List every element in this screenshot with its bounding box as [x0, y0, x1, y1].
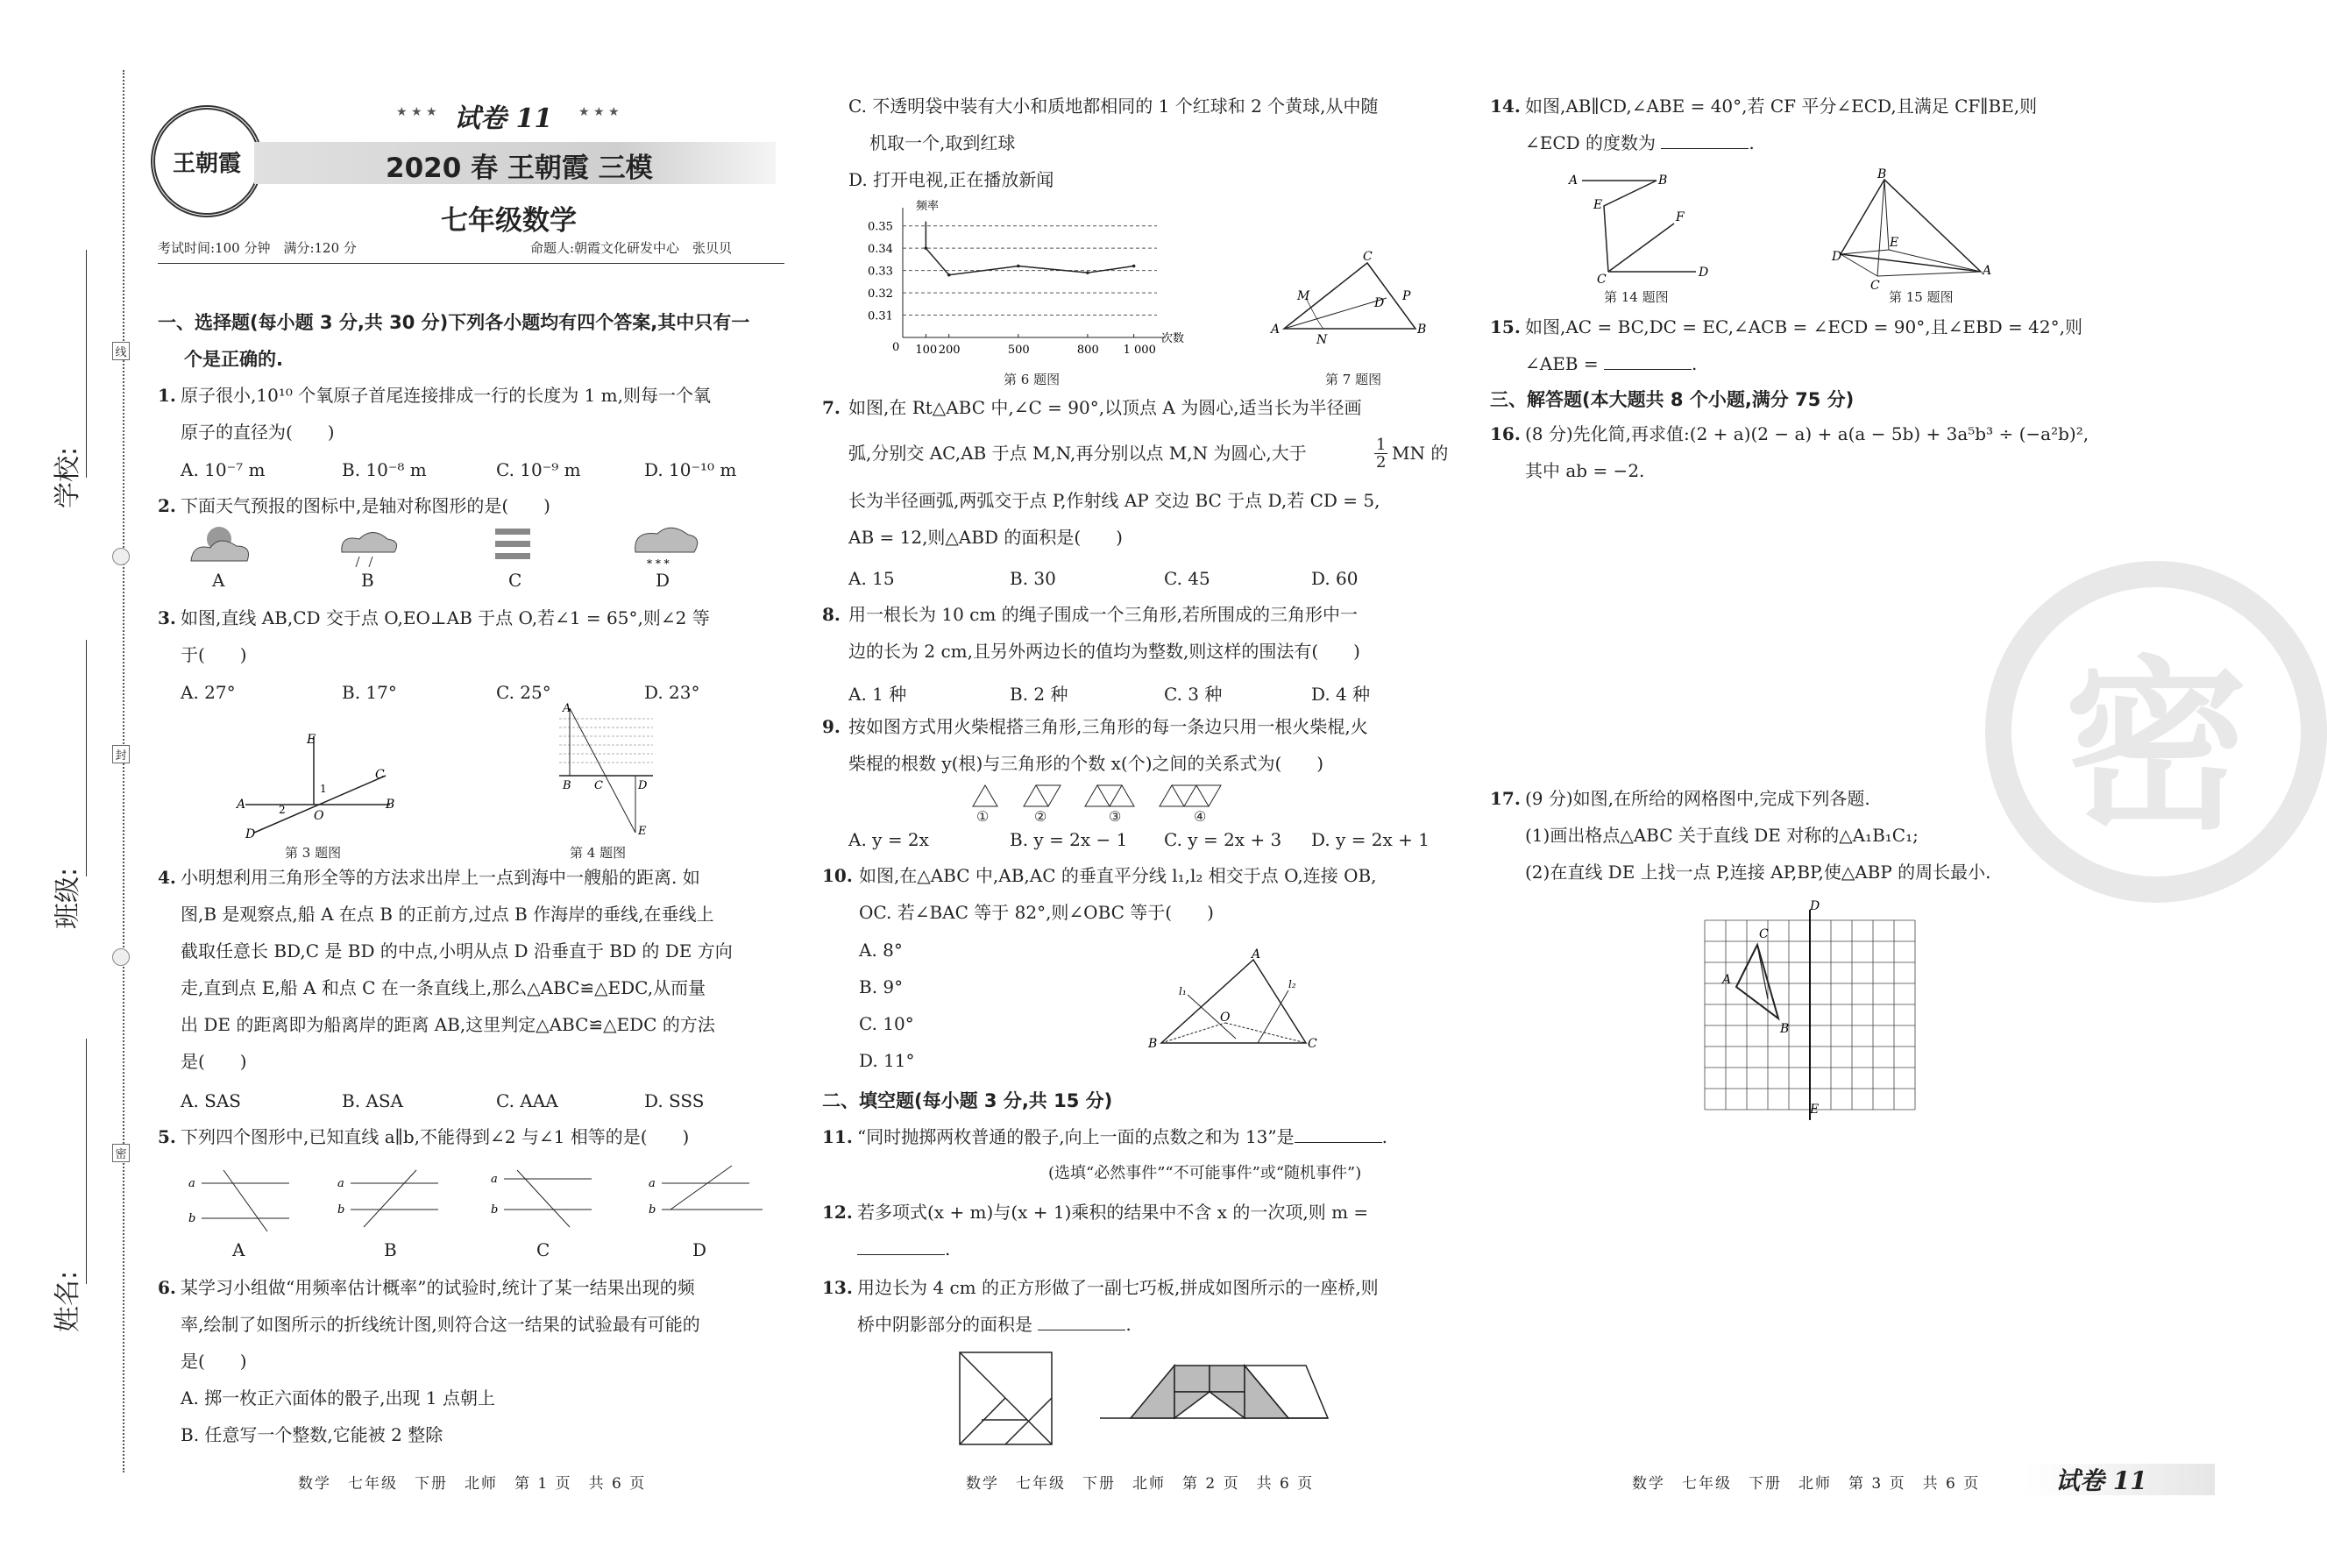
- q10-line2: OC. 若∠BAC 等于 82°,则∠OBC 等于( ): [859, 902, 1214, 923]
- svg-text:E: E: [638, 825, 647, 838]
- q4-line5: 出 DE 的距离即为船离岸的距离 AB,这里判定△ABC≌△EDC 的方法: [181, 1014, 715, 1035]
- watermark-seal: [1985, 561, 2327, 903]
- svg-text:C: C: [1308, 1037, 1317, 1051]
- q14-line2: ∠ECD 的度数为 .: [1525, 132, 1755, 153]
- q12-answer-blank[interactable]: [857, 1253, 945, 1255]
- school-label: 学校:: [53, 446, 83, 508]
- q5-fig-d: [649, 1166, 763, 1217]
- q8-line2: 边的长为 2 cm,且另外两边长的值均为整数,则这样的围法有( ): [848, 641, 1360, 662]
- q3-caption: 第 3 题图: [285, 845, 342, 861]
- weather-icons: [184, 521, 710, 574]
- q13-text: 桥中阴影部分的面积是: [857, 1314, 1032, 1335]
- svg-text:B: B: [1417, 323, 1427, 337]
- q4-number: 4.: [158, 867, 176, 888]
- q9-fig3-label: ③: [1109, 808, 1122, 825]
- q15-text: ∠AEB =: [1525, 353, 1599, 374]
- svg-text:M: M: [1297, 289, 1310, 303]
- subject-title: 七年级数学: [441, 205, 577, 237]
- q15-line2: ∠AEB = .: [1525, 353, 1698, 374]
- tangram-bridge: [1100, 1366, 1328, 1418]
- author-info: 命题人:朝霞文化研发中心 张贝贝: [530, 240, 733, 256]
- svg-text:B: B: [563, 779, 571, 792]
- q7-option-b: B. 30: [1010, 568, 1056, 589]
- header-rule: [158, 263, 784, 264]
- svg-text:E: E: [1593, 198, 1603, 212]
- q9-fig1-label: ①: [976, 808, 990, 825]
- page-title: 2020 春 王朝霞 三模: [386, 153, 653, 184]
- q4-line4: 走,直到点 E,船 A 和点 C 在一条直线上,那么△ABC≌△EDC,从而量: [181, 977, 706, 998]
- seal-box-1: 线: [112, 342, 130, 360]
- q5-fig-b: [337, 1170, 438, 1227]
- chart-point: [925, 246, 928, 250]
- q2-option-d: D: [656, 570, 670, 591]
- q3-line2: 于( ): [181, 644, 247, 665]
- q8-option-b: B. 2 种: [1010, 684, 1068, 705]
- q9-line1: 按如图方式用火柴棍搭三角形,三角形的每一条边只用一根火柴棍,火: [848, 716, 1368, 737]
- stars-left: ★ ★ ★: [396, 105, 437, 119]
- q9-fig4-label: ④: [1194, 808, 1207, 825]
- q2-option-b: B: [361, 570, 374, 591]
- q15-figure: [1832, 167, 1992, 293]
- q7-frac-den: 2: [1376, 453, 1387, 472]
- q9-option-d: D. y = 2x + 1: [1311, 829, 1430, 850]
- q1-number: 1.: [158, 385, 176, 406]
- q17-line2: (1)画出格点△ABC 关于直线 DE 对称的△A₁B₁C₁;: [1525, 825, 1919, 846]
- q10-option-c: C. 10°: [859, 1013, 914, 1034]
- svg-text:O: O: [314, 809, 324, 823]
- q2-number: 2.: [158, 495, 176, 516]
- svg-text:a: a: [337, 1177, 344, 1190]
- q6-option-c-line2: 机取一个,取到红球: [869, 132, 1016, 153]
- class-line: [86, 640, 87, 876]
- chart-x-tick: 500: [1007, 344, 1030, 357]
- svg-text:a: a: [188, 1177, 195, 1190]
- svg-text:2: 2: [279, 804, 286, 816]
- svg-text:A: A: [1252, 947, 1261, 961]
- chart-xlabel: 次数: [1161, 332, 1185, 345]
- q6-number: 6.: [158, 1277, 176, 1298]
- q7-line1: 如图,在 Rt△ABC 中,∠C = 90°,以顶点 A 为圆心,适当长为半径画: [848, 397, 1362, 418]
- q1-option-b: B. 10⁻⁸ m: [342, 459, 427, 480]
- q3-number: 3.: [158, 607, 176, 628]
- q15-caption: 第 15 题图: [1889, 289, 1954, 305]
- q7-line4: AB = 12,则△ABD 的面积是( ): [848, 527, 1123, 548]
- svg-text:E: E: [1810, 1103, 1820, 1117]
- school-line: [86, 250, 87, 478]
- q6-line2: 率,绘制了如图所示的折线统计图,则符合这一结果的试验最有可能的: [181, 1314, 700, 1335]
- q3-line1: 如图,直线 AB,CD 交于点 O,EO⊥AB 于点 O,若∠1 = 65°,则∠2 等: [181, 607, 710, 628]
- svg-text:A: A: [1569, 174, 1579, 188]
- chart-ylabel: 频率: [916, 200, 940, 213]
- q7-caption: 第 7 题图: [1325, 372, 1382, 387]
- svg-text:a: a: [649, 1177, 656, 1190]
- q4-line3: 截取任意长 BD,C 是 BD 的中点,小明从点 D 沿垂直于 BD 的 DE 方向: [181, 940, 733, 961]
- svg-text:C: C: [375, 768, 385, 782]
- svg-text:B: B: [1877, 167, 1887, 181]
- stars-right: ★ ★ ★: [578, 105, 620, 119]
- chart-y-tick: 0.31: [868, 309, 893, 323]
- q1-option-c: C. 10⁻⁹ m: [496, 459, 581, 480]
- section-1-title-cont: 个是正确的.: [184, 349, 283, 370]
- footer-page-1: 数学 七年级 下册 北师 第 1 页 共 6 页: [298, 1475, 647, 1493]
- q4-option-c: C. AAA: [496, 1090, 558, 1111]
- q9-option-c: C. y = 2x + 3: [1164, 829, 1282, 850]
- seal-box-3: 密: [112, 1144, 130, 1162]
- binding-line: [123, 70, 124, 1472]
- q14-figure: [1569, 167, 1727, 289]
- svg-text:D: D: [1810, 899, 1820, 913]
- q7-option-c: C. 45: [1164, 568, 1210, 589]
- svg-text:a: a: [491, 1173, 498, 1186]
- svg-text:* * *: * * *: [647, 557, 670, 570]
- q1-option-d: D. 10⁻¹⁰ m: [644, 459, 737, 480]
- q15-answer-blank[interactable]: [1604, 368, 1692, 370]
- q2-line1: 下面天气预报的图标中,是轴对称图形的是( ): [181, 495, 550, 516]
- svg-text:B: B: [386, 798, 395, 812]
- q15-line1: 如图,AC = BC,DC = EC,∠ACB = ∠ECD = 90°,且∠EBD = 42°,则: [1525, 316, 2082, 337]
- q11-text: “同时抛掷两枚普通的骰子,向上一面的点数之和为 13”是: [857, 1126, 1295, 1147]
- q5-number: 5.: [158, 1126, 176, 1147]
- footer-page-3: 数学 七年级 下册 北师 第 3 页 共 6 页: [1632, 1475, 1981, 1493]
- chart-x-tick: 100: [915, 344, 938, 357]
- svg-text:1: 1: [320, 783, 327, 795]
- chart-y-tick: 0.32: [868, 287, 893, 302]
- q6-line-chart: [868, 197, 1201, 372]
- q3-option-d: D. 23°: [644, 682, 700, 703]
- q3-option-b: B. 17°: [342, 682, 397, 703]
- q9-fig2-label: ②: [1034, 808, 1047, 825]
- q4-figure: [552, 701, 666, 846]
- class-label: 班级:: [53, 867, 83, 929]
- hole-1: [112, 548, 130, 565]
- svg-text:D: D: [1699, 266, 1709, 280]
- q8-line1: 用一根长为 10 cm 的绳子围成一个三角形,若所围成的三角形中一: [848, 604, 1359, 625]
- chart-series-line: [926, 222, 1133, 275]
- chart-point: [1017, 265, 1020, 268]
- chart-point: [1086, 271, 1089, 274]
- q15-number: 15.: [1490, 316, 1521, 337]
- q9-number: 9.: [822, 716, 841, 737]
- svg-text:l₂: l₂: [1288, 978, 1296, 990]
- q14-line1: 如图,AB∥CD,∠ABE = 40°,若 CF 平分∠ECD,且满足 CF∥BE,则: [1525, 96, 2038, 117]
- q7-line3: 长为半径画弧,两弧交于点 P,作射线 AP 交边 BC 于点 D,若 CD = 5,: [848, 490, 1380, 511]
- logo-text: 王朝霞: [172, 150, 241, 177]
- svg-text:D: D: [1374, 296, 1385, 310]
- q12-line2: .: [857, 1231, 950, 1267]
- svg-text:l₁: l₁: [1179, 985, 1187, 997]
- watermark-text: 密: [2063, 638, 2248, 855]
- svg-text:A: A: [1983, 264, 1992, 278]
- svg-text:D: D: [638, 779, 648, 792]
- q2-option-a: A: [212, 570, 225, 591]
- svg-text:A: A: [563, 702, 571, 715]
- q7-frac-num: 1: [1376, 436, 1387, 454]
- chart-origin: 0: [892, 341, 900, 354]
- svg-text:A: A: [1271, 323, 1281, 337]
- q5-fig-c: [491, 1170, 592, 1227]
- q9-option-a: A. y = 2x: [848, 829, 929, 850]
- svg-text:E: E: [1890, 236, 1899, 250]
- section-2-title: 二、填空题(每小题 3 分,共 15 分): [822, 1090, 1113, 1111]
- chart-x-tick: 200: [938, 344, 961, 357]
- section-1-title: 一、选择题(每小题 3 分,共 30 分)下列各小题均有四个答案,其中只有一: [158, 312, 750, 333]
- svg-text:P: P: [1402, 289, 1411, 303]
- q3-option-a: A. 27°: [181, 682, 236, 703]
- q8-number: 8.: [822, 604, 841, 625]
- q6-caption: 第 6 题图: [1004, 372, 1061, 387]
- logo: [151, 105, 263, 217]
- q5-option-b: B: [384, 1239, 397, 1260]
- exam-time-info: 考试时间:100 分钟 满分:120 分: [158, 240, 357, 256]
- q16-line2: 其中 ab = −2.: [1525, 460, 1645, 481]
- svg-text:b: b: [491, 1203, 499, 1217]
- q14-caption: 第 14 题图: [1604, 289, 1669, 305]
- svg-text:E: E: [307, 733, 316, 747]
- q9-matchstick-figures: [971, 782, 1234, 808]
- svg-text:F: F: [1676, 210, 1685, 224]
- q1-option-a: A. 10⁻⁷ m: [181, 459, 266, 480]
- q4-option-b: B. ASA: [342, 1090, 403, 1111]
- q12-number: 12.: [822, 1202, 853, 1223]
- svg-text:N: N: [1316, 333, 1328, 347]
- seal-box-2: 封: [112, 745, 130, 763]
- tangram-square: [960, 1352, 1052, 1444]
- svg-text:C: C: [1759, 927, 1769, 941]
- chart-point: [947, 273, 951, 277]
- q11-hint: (选填“必然事件”“不可能事件”或“随机事件”): [1048, 1164, 1362, 1182]
- q13-tangram-figures: [955, 1348, 1341, 1444]
- chart-point: [1132, 265, 1136, 268]
- q10-option-a: A. 8°: [859, 940, 903, 961]
- q11-number: 11.: [822, 1126, 853, 1147]
- q5-option-d: D: [692, 1239, 707, 1260]
- q6-option-c-line1: C. 不透明袋中装有大小和质地都相同的 1 个红球和 2 个黄球,从中随: [848, 96, 1379, 117]
- q4-line6: 是( ): [181, 1051, 247, 1072]
- svg-text:B: B: [1658, 174, 1668, 188]
- chart-y-tick: 0.33: [868, 265, 893, 279]
- snow-cloud-icon: [635, 528, 698, 570]
- svg-text:b: b: [337, 1203, 345, 1217]
- q6-option-b: B. 任意写一个整数,它能被 2 整除: [181, 1424, 443, 1445]
- q5-figures: [184, 1166, 780, 1236]
- q6-option-d: D. 打开电视,正在播放新闻: [848, 169, 1054, 190]
- q3-figure: [237, 727, 403, 841]
- q8-option-a: A. 1 种: [848, 684, 907, 705]
- name-line: [86, 1039, 87, 1284]
- q4-option-d: D. SSS: [644, 1090, 705, 1111]
- footer-paper-tag: 试卷 11: [2055, 1466, 2147, 1495]
- q4-caption: 第 4 题图: [570, 845, 627, 861]
- q11-answer-blank[interactable]: [1295, 1141, 1382, 1143]
- svg-text:C: C: [1870, 279, 1880, 293]
- svg-text:D: D: [245, 827, 256, 841]
- chart-x-tick: 800: [1076, 344, 1099, 357]
- q9-option-b: B. y = 2x − 1: [1010, 829, 1128, 850]
- q4-line2: 图,B 是观察点,船 A 在点 B 的正前方,过点 B 作海岸的垂线,在垂线上: [181, 904, 714, 925]
- q13-answer-blank[interactable]: [1038, 1329, 1125, 1330]
- q5-line1: 下列四个图形中,已知直线 a∥b,不能得到∠2 与∠1 相等的是( ): [181, 1126, 690, 1147]
- q3-option-c: C. 25°: [496, 682, 551, 703]
- q6-line1: 某学习小组做“用频率估计概率”的试验时,统计了某一结果出现的频: [181, 1277, 695, 1298]
- q17-line3: (2)在直线 DE 上找一点 P,连接 AP,BP,使△ABP 的周长最小.: [1525, 862, 1991, 883]
- q13-line2: 桥中阴影部分的面积是 .: [857, 1314, 1132, 1335]
- rain-cloud-icon: [342, 533, 397, 568]
- chart-y-tick: 0.34: [868, 243, 893, 257]
- q7-option-d: D. 60: [1311, 568, 1359, 589]
- chart-y-tick: 0.35: [868, 220, 893, 234]
- q14-answer-blank[interactable]: [1661, 147, 1749, 149]
- q5-fig-a: [188, 1170, 289, 1231]
- paper-number: 试卷 11: [454, 103, 553, 134]
- q1-line1: 原子很小,10¹⁰ 个氧原子首尾连接排成一行的长度为 1 m,则每一个氧: [181, 385, 711, 406]
- q17-number: 17.: [1490, 788, 1521, 809]
- svg-text:b: b: [188, 1212, 196, 1225]
- svg-text:C: C: [1597, 273, 1607, 287]
- q14-number: 14.: [1490, 96, 1521, 117]
- q8-option-c: C. 3 种: [1164, 684, 1223, 705]
- svg-text:C: C: [1363, 250, 1373, 264]
- q11-line1: “同时抛掷两枚普通的骰子,向上一面的点数之和为 13”是 .: [857, 1126, 1387, 1147]
- q7-number: 7.: [822, 397, 841, 418]
- svg-text:A: A: [1722, 973, 1732, 987]
- q10-option-d: D. 11°: [859, 1050, 915, 1071]
- q13-number: 13.: [822, 1277, 853, 1298]
- q9-line2: 柴棍的根数 y(根)与三角形的个数 x(个)之间的关系式为( ): [848, 753, 1324, 774]
- q10-option-b: B. 9°: [859, 976, 904, 997]
- name-label: 姓名:: [53, 1270, 83, 1332]
- q5-option-c: C: [536, 1239, 550, 1260]
- svg-text:O: O: [1220, 1011, 1231, 1025]
- sun-cloud-icon: [191, 527, 249, 561]
- svg-text:B: B: [1780, 1022, 1790, 1036]
- section-3-title: 三、解答题(本大题共 8 个小题,满分 75 分): [1490, 389, 1855, 410]
- q7-fraction: [1374, 436, 1387, 471]
- svg-text:D: D: [1832, 250, 1842, 264]
- hole-2: [112, 948, 130, 966]
- q12-line1: 若多项式(x + m)与(x + 1)乘积的结果中不含 x 的一次项,则 m =: [857, 1202, 1369, 1223]
- q17-line1: (9 分)如图,在所给的网格图中,完成下列各题.: [1525, 788, 1870, 809]
- q6-line3: 是( ): [181, 1351, 247, 1372]
- q1-line2: 原子的直径为( ): [181, 422, 335, 443]
- svg-text:b: b: [649, 1203, 656, 1217]
- q7-option-a: A. 15: [848, 568, 895, 589]
- fog-icon: [495, 529, 530, 559]
- q8-option-d: D. 4 种: [1311, 684, 1371, 705]
- q4-option-a: A. SAS: [181, 1090, 242, 1111]
- q16-line1: (8 分)先化简,再求值:(2 + a)(2 − a) + a(a − 5b) + 3a⁵b³ ÷ (−a²b)²,: [1525, 423, 2089, 444]
- q17-grid-figure: [1705, 899, 1915, 1117]
- footer-page-2: 数学 七年级 下册 北师 第 2 页 共 6 页: [966, 1475, 1315, 1493]
- svg-text:C: C: [594, 779, 603, 792]
- q14-text: ∠ECD 的度数为: [1525, 132, 1657, 153]
- q10-line1: 如图,在△ABC 中,AB,AC 的垂直平分线 l₁,l₂ 相交于点 O,连接 OB,: [859, 865, 1377, 886]
- q2-option-c: C: [508, 570, 522, 591]
- q5-option-a: A: [232, 1239, 245, 1260]
- q10-figure: [1148, 947, 1323, 1052]
- q4-line1: 小明想利用三角形全等的方法求出岸上一点到海中一艘船的距离. 如: [181, 867, 700, 888]
- q6-option-a: A. 掷一枚正六面体的骰子,出现 1 点朝上: [181, 1387, 495, 1408]
- q7-figure: [1271, 245, 1437, 347]
- q16-number: 16.: [1490, 423, 1521, 444]
- q7-line2b: MN 的: [1392, 443, 1449, 464]
- q7-line2: 弧,分别交 AC,AB 于点 M,N,再分别以点 M,N 为圆心,大于: [848, 443, 1307, 464]
- chart-x-tick: 1 000: [1123, 344, 1156, 357]
- svg-text:B: B: [1148, 1037, 1158, 1051]
- svg-text:A: A: [237, 798, 246, 812]
- q10-number: 10.: [822, 865, 853, 886]
- q13-line1: 用边长为 4 cm 的正方形做了一副七巧板,拼成如图所示的一座桥,则: [857, 1277, 1379, 1298]
